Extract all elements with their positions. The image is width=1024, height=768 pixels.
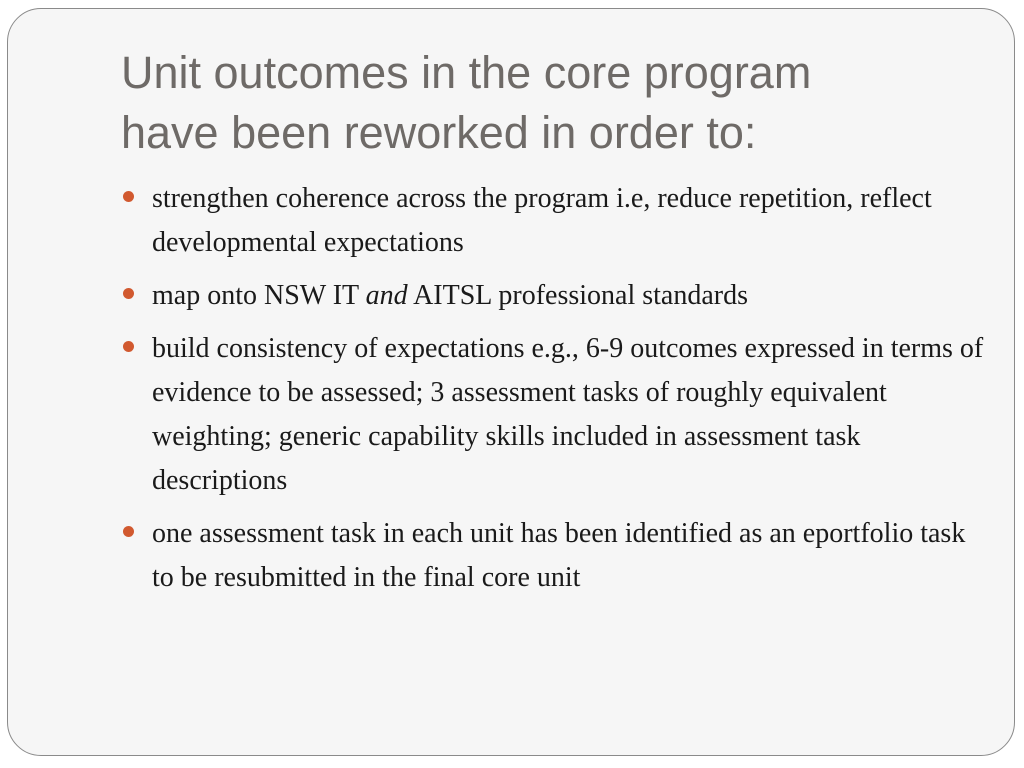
bullet-text-standards-before: map onto NSW IT — [152, 280, 366, 311]
bullet-text-standards-emphasis: and — [365, 280, 408, 311]
bullet-dot-icon — [123, 341, 134, 352]
bullet-item-coherence — [121, 177, 991, 265]
bullet-item-eportfolio — [121, 512, 991, 600]
bullet-dot-icon — [123, 191, 134, 202]
slide-frame — [7, 8, 1015, 756]
bullet-dot-icon — [123, 288, 134, 299]
slide-title-line-2: have been reworked in order to: — [121, 107, 757, 158]
bullet-text-coherence: strengthen coherence across the program i.e, reduce repetition, reflect developmental expectations — [152, 183, 932, 258]
bullet-list — [121, 177, 991, 609]
slide-title — [121, 43, 981, 163]
bullet-item-consistency — [121, 327, 991, 503]
bullet-dot-icon — [123, 526, 134, 537]
bullet-text-consistency: build consistency of expectations e.g., 6-9 outcomes expressed in terms of evidence to be assessed; 3 assessment tasks of roughly equivalent weighting; generic capability skills included in assessment task descriptions — [152, 333, 984, 496]
bullet-text-standards-after: AITSL professional standards — [407, 280, 748, 311]
bullet-item-standards — [121, 274, 991, 318]
slide-title-line-1: Unit outcomes in the core program — [121, 47, 812, 98]
bullet-text-eportfolio: one assessment task in each unit has been identified as an eportfolio task to be resubmitted in the final core unit — [152, 518, 966, 593]
